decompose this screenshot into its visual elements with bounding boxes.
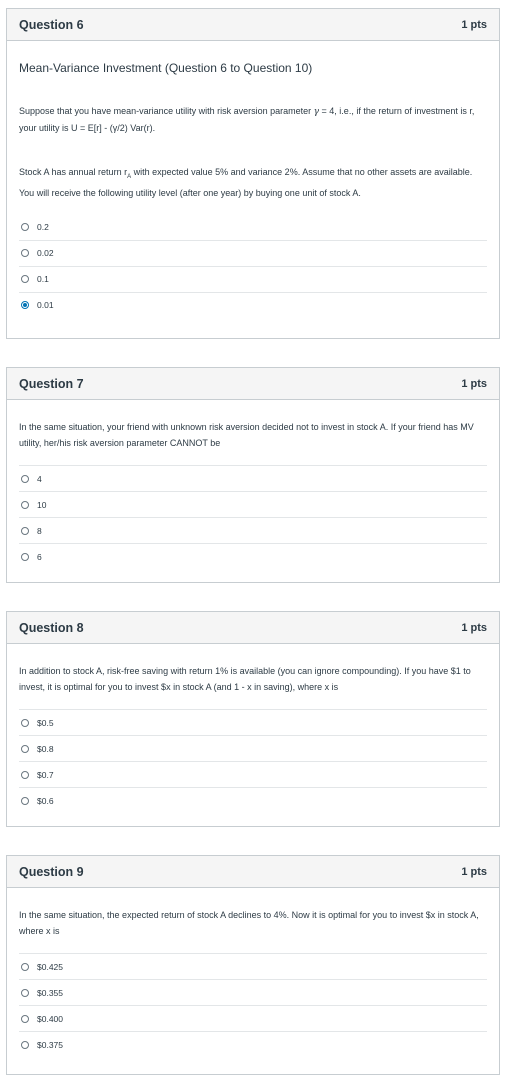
question-title: Question 9 bbox=[19, 864, 84, 879]
radio-button[interactable] bbox=[21, 501, 29, 509]
question-header bbox=[7, 612, 499, 644]
radio-button[interactable] bbox=[21, 771, 29, 779]
question-text: In the same situation, the expected return of stock A declines to 4%. Now it is optimal for you to invest $x in stock A, where x is bbox=[19, 910, 479, 936]
answer-label: $0.425 bbox=[37, 961, 63, 972]
answer-label: $0.8 bbox=[37, 743, 54, 754]
answer-option[interactable] bbox=[19, 1006, 487, 1032]
radio-button[interactable] bbox=[21, 745, 29, 753]
text-fragment: Stock A has annual return r bbox=[19, 167, 128, 177]
radio-button[interactable] bbox=[21, 963, 29, 971]
question-body bbox=[7, 419, 499, 569]
text-fragment: Suppose that you have mean-variance utility with risk aversion parameter bbox=[19, 106, 314, 116]
question-title: Question 7 bbox=[19, 376, 84, 391]
answer-label: 8 bbox=[37, 525, 42, 536]
answer-list bbox=[19, 465, 487, 569]
text-fragment: with expected value 5% and variance 2%. Assume that no other assets are available. You will receive the following utility level (after one year) by buying one unit of stock A. bbox=[19, 167, 473, 198]
answer-list bbox=[19, 709, 487, 813]
answer-label: $0.400 bbox=[37, 1013, 63, 1024]
question-header bbox=[7, 9, 499, 41]
question-body bbox=[7, 663, 499, 813]
question-8-card bbox=[6, 611, 500, 827]
question-6-card bbox=[6, 8, 500, 339]
answer-label: $0.7 bbox=[37, 769, 54, 780]
subscript: A bbox=[127, 173, 132, 180]
answer-option[interactable] bbox=[19, 492, 487, 518]
answer-option[interactable] bbox=[19, 215, 487, 241]
answer-option[interactable] bbox=[19, 466, 487, 492]
answer-label: 6 bbox=[37, 551, 42, 562]
radio-button[interactable] bbox=[21, 797, 29, 805]
answer-option[interactable] bbox=[19, 762, 487, 788]
radio-button[interactable] bbox=[21, 249, 29, 257]
radio-button[interactable] bbox=[21, 719, 29, 727]
radio-button[interactable] bbox=[21, 1015, 29, 1023]
answer-option[interactable] bbox=[19, 710, 487, 736]
answer-option[interactable] bbox=[19, 954, 487, 980]
answer-label: $0.5 bbox=[37, 717, 54, 728]
question-paragraph-2 bbox=[19, 164, 487, 201]
answer-option[interactable] bbox=[19, 980, 487, 1006]
answer-label: 10 bbox=[37, 499, 47, 510]
question-paragraph-1 bbox=[19, 103, 487, 136]
question-points: 1 pts bbox=[461, 621, 487, 634]
answer-label: $0.355 bbox=[37, 987, 63, 998]
answer-option-selected[interactable] bbox=[19, 293, 487, 318]
question-text: In addition to stock A, risk-free saving with return 1% is available (you can ignore compounding). If you have $1 to invest, it is optimal for you to invest $x in stock A (and 1 - x in saving), where x is bbox=[19, 666, 471, 692]
answer-label: 0.1 bbox=[37, 274, 49, 285]
question-header bbox=[7, 368, 499, 400]
text-fragment: = 4, i.e., if the return of investment is r, your utility is U = E[r] - (γ/2) Var(r). bbox=[19, 106, 475, 133]
question-title: Question 8 bbox=[19, 620, 84, 635]
answer-label: 0.01 bbox=[37, 300, 54, 311]
answer-label: $0.375 bbox=[37, 1039, 63, 1050]
radio-button[interactable] bbox=[21, 553, 29, 561]
radio-button[interactable] bbox=[21, 275, 29, 283]
question-9-card bbox=[6, 855, 500, 1075]
question-points: 1 pts bbox=[461, 865, 487, 878]
answer-label: 0.2 bbox=[37, 222, 49, 233]
question-title: Question 6 bbox=[19, 17, 84, 32]
answer-list bbox=[19, 215, 487, 318]
answer-option[interactable] bbox=[19, 267, 487, 293]
question-text: In the same situation, your friend with unknown risk aversion decided not to invest in stock A. If your friend has MV utility, her/his risk aversion parameter CANNOT be bbox=[19, 422, 474, 448]
radio-button[interactable] bbox=[21, 1041, 29, 1049]
radio-button[interactable] bbox=[21, 223, 29, 231]
radio-button[interactable] bbox=[21, 527, 29, 535]
answer-label: 4 bbox=[37, 473, 42, 484]
answer-label: $0.6 bbox=[37, 795, 54, 806]
answer-list bbox=[19, 953, 487, 1057]
answer-option[interactable] bbox=[19, 788, 487, 813]
answer-option[interactable] bbox=[19, 544, 487, 569]
answer-option[interactable] bbox=[19, 518, 487, 544]
radio-button[interactable] bbox=[21, 989, 29, 997]
question-body bbox=[7, 61, 499, 318]
question-body bbox=[7, 907, 499, 1057]
answer-option[interactable] bbox=[19, 241, 487, 267]
question-7-card bbox=[6, 367, 500, 583]
answer-option[interactable] bbox=[19, 736, 487, 762]
gamma-symbol: γ bbox=[313, 107, 320, 117]
radio-button[interactable] bbox=[21, 475, 29, 483]
radio-button-checked[interactable] bbox=[21, 301, 29, 309]
answer-option[interactable] bbox=[19, 1032, 487, 1057]
answer-label: 0.02 bbox=[37, 248, 54, 259]
question-points: 1 pts bbox=[461, 377, 487, 390]
question-header bbox=[7, 856, 499, 888]
question-subtitle: Mean-Variance Investment (Question 6 to Question 10) bbox=[19, 61, 313, 75]
question-points: 1 pts bbox=[461, 18, 487, 31]
